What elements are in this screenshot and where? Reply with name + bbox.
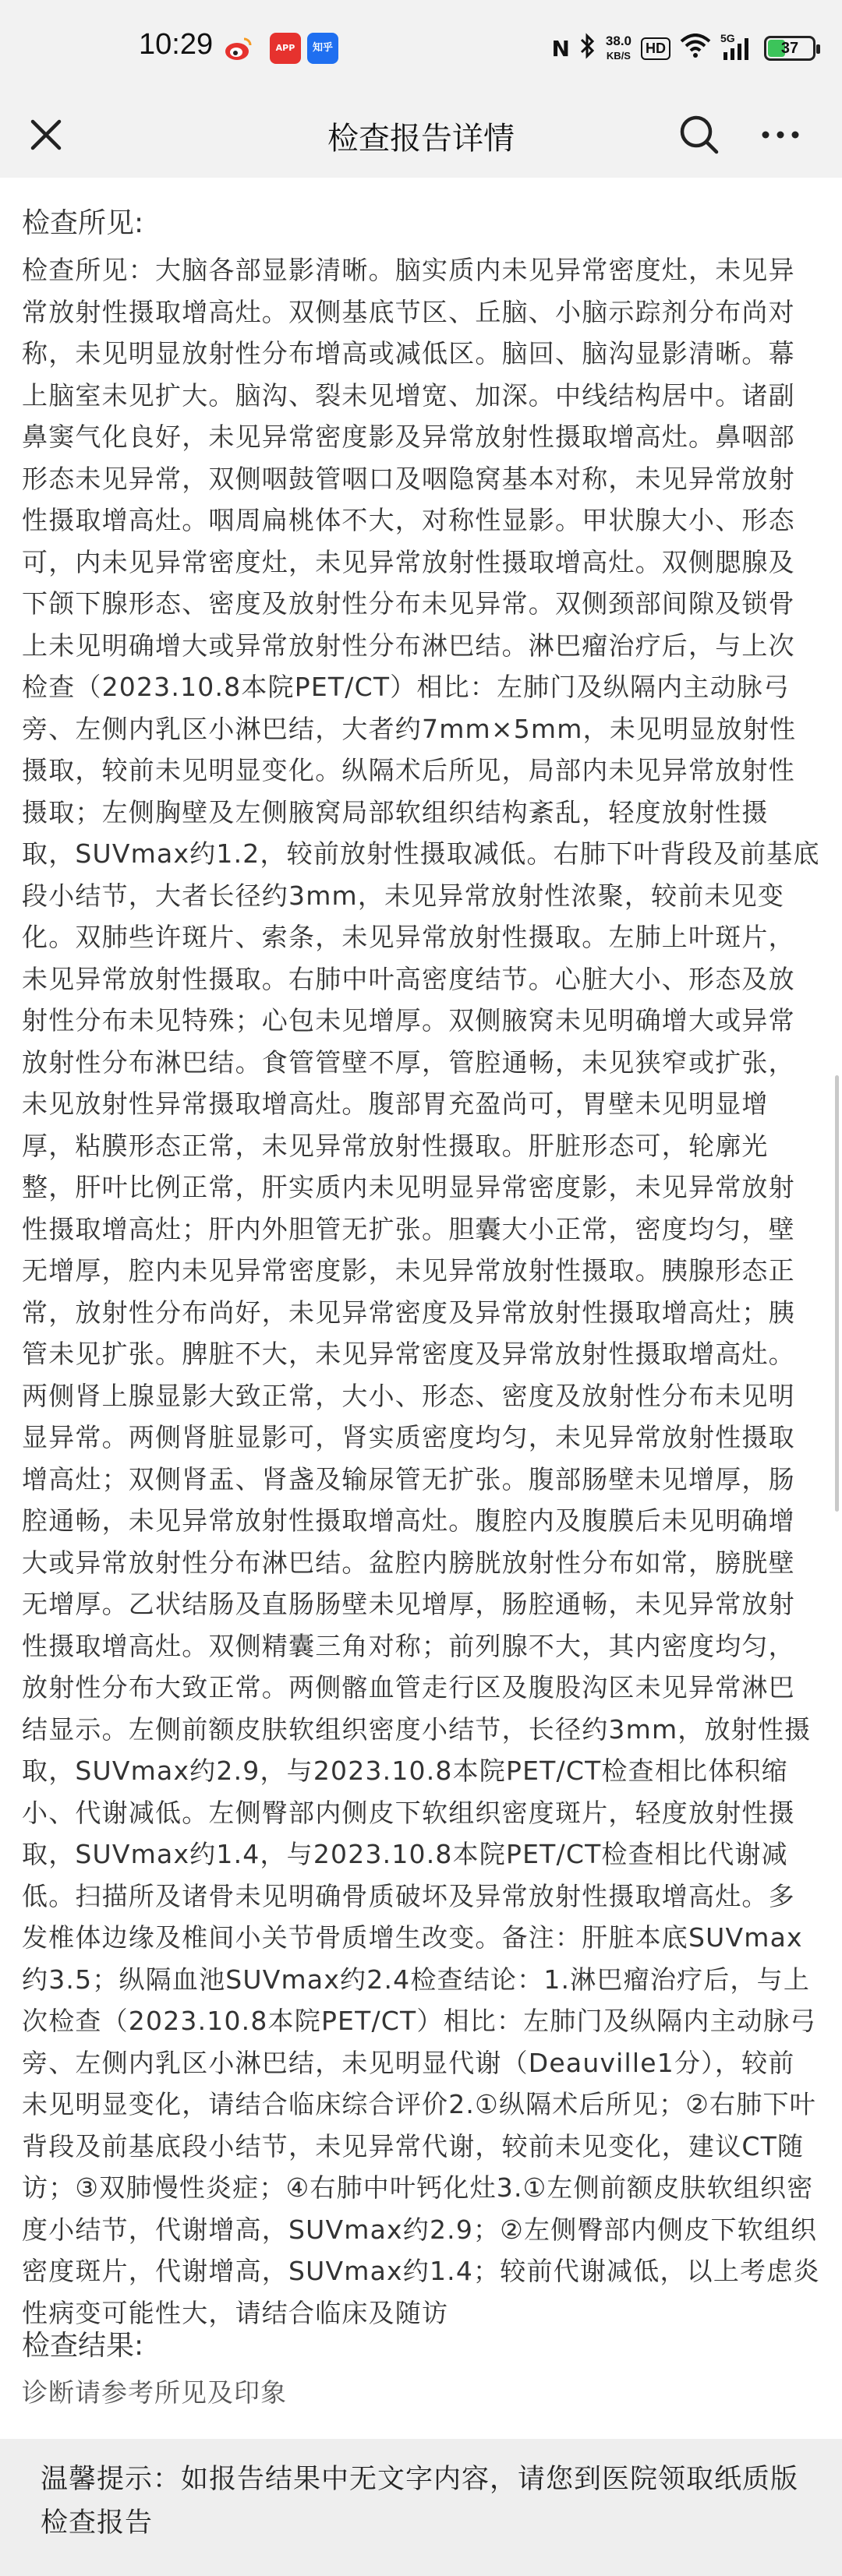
- findings-text: 检查所见：大脑各部显影清晰。脑实质内未见异常密度灶，未见异常放射性摄取增高灶。双侧基底节区、丘脑、小脑示踪剂分布尚对称，未见明显放射性分布增高或减低区。脑回、脑沟显影清晰。幕上脑室未见扩大。脑沟、裂未见增宽、加深。中线结构居中。诸副鼻窦气化良好，未见异常密度影及异常放射性摄取增高灶。鼻咽部形态未见异常，双侧咽鼓管咽口及咽隐窝基本对称，未见异常放射性摄取增高灶。咽周扁桃体不大，对称性显影。甲状腺大小、形态可，内未见异常密度灶，未见异常放射性摄取增高灶。双侧腮腺及下颌下腺形态、密度及放射性分布未见异常。双侧颈部间隙及锁骨上未见明确增大或异常放射性分布淋巴结。淋巴瘤治疗后，与上次检查（2023.10.8本院PET/CT）相比：左肺门及纵隔内主动脉弓旁、左侧内乳区小淋巴结，大者约7mm×5mm，未见明显放射性摄取，较前未见明显变化。纵隔术后所见，局部内未见异常放射性摄取；左侧胸壁及左侧腋窝局部软组织结构紊乱，轻度放射性摄取，SUVmax约1.2，较前放射性摄取减低。右肺下叶背段及前基底段小结节，大者长径约3mm，未见异常放射性浓聚，较前未见变化。双肺些许斑片、索条，未见异常放射性摄取。左肺上叶斑片，未见异常放射性摄取。右肺中叶高密度结节。心脏大小、形态及放射性分布未见特殊；心包未见增厚。双侧腋窝未见明确增大或异常放射性分布淋巴结。食管管壁不厚，管腔通畅，未见狭窄或扩张，未见放射性异常摄取增高灶。腹部胃充盈尚可，胃壁未见明显增厚，粘膜形态正常，未见异常放射性摄取。肝脏形态可，轮廓光整，肝叶比例正常，肝实质内未见明显异常密度影，未见异常放射性摄取增高灶；肝内外胆管无扩张。胆囊大小正常，密度均匀，壁无增厚，腔内未见异常密度影，未见异常放射性摄取。胰腺形态正常，放射性分布尚好，未见异常密度及异常放射性摄取增高灶；胰管未见扩张。脾脏不大，未见异常密度及异常放射性摄取增高灶。两侧肾上腺显影大致正常，大小、形态、密度及放射性分布未见明显异常。两侧肾脏显影可，肾实质密度均匀，未见异常放射性摄取增高灶；双侧肾盂、肾盏及输尿管无扩张。腹部肠壁未见增厚，肠腔通畅，未见异常放射性摄取增高灶。腹腔内及腹膜后未见明确增大或异常放射性分布淋巴结。盆腔内膀胱放射性分布如常，膀胱壁无增厚。乙状结肠及直肠肠壁未见增厚，肠腔通畅，未见异常放射性摄取增高灶。双侧精囊三角对称；前列腺不大，其内密度均匀，放射性分布大致正常。两侧髂血管走行区及腹股沟区未见异常淋巴结显示。左侧前额皮肤软组织密度小结节，长径约3mm，放射性摄取，SUVmax约2.9，与2023.10.8本院PET/CT检查相比体积缩小、代谢减低。左侧臀部内侧皮下软组织密度斑片，轻度放射性摄取，SUVmax约1.4，与2023.10.8本院PET/CT检查相比代谢减低。扫描所及诸骨未见明确骨质破坏及异常放射性摄取增高灶。多发椎体边缘及椎间小关节骨质增生改变。备注：肝脏本底SUVmax约3.5；纵隔血池SUVmax约2.4检查结论：1.淋巴瘤治疗后，与上次检查（2023.10.8本院PET/CT）相比：左肺门及纵隔内主动脉弓旁、左侧内乳区小淋巴结，未见明显代谢（Deauville1分），较前未见明显变化，请结合临床综合评价2.①纵隔术后所见；②右肺下叶背段及前基底段小结节，未见异常代谢，较前未见变化，建议CT随访；③双肺慢性炎症；④右肺中叶钙化灶3.①左侧前额皮肤软组织密度小结节，代谢增高，SUVmax约2.9；②左侧臀部内侧皮下软组织密度斑片，代谢增高，SUVmax约1.4；较前代谢减低，以上考虑炎性病变可能性大，请结合临床及随访: [22, 255, 820, 2328]
- nfc-icon: N: [551, 35, 570, 62]
- battery-icon: [764, 36, 815, 61]
- net-speed-value: 38.0: [605, 33, 632, 48]
- status-bar: [0, 0, 842, 92]
- more-icon: [756, 111, 805, 159]
- tip-box: [0, 2439, 842, 2576]
- system-icons: [551, 30, 815, 67]
- signal-icon: [720, 32, 755, 62]
- hd-badge: HD: [641, 37, 670, 60]
- findings-title: 检查所见:: [22, 207, 144, 239]
- result-title: 检查结果:: [22, 2330, 144, 2362]
- scrollbar[interactable]: [835, 1075, 839, 1512]
- page-title: 检查报告详情: [327, 121, 515, 157]
- tip-text: 温馨提示：如报告结果中无文字内容，请您到医院领取纸质版检查报告: [41, 2464, 799, 2539]
- nav-bar: [0, 92, 842, 178]
- battery-level: 37: [780, 40, 799, 57]
- net-speed: [606, 34, 632, 63]
- status-time: 10:29: [139, 28, 214, 61]
- search-button[interactable]: [675, 111, 723, 159]
- signal-label: 5G: [720, 32, 735, 44]
- search-icon: [675, 111, 723, 159]
- wifi-icon: [680, 34, 711, 64]
- more-button[interactable]: [756, 111, 805, 159]
- zhihu-icon: 知乎: [307, 33, 338, 64]
- result-text: 诊断请参考所见及印象: [22, 2377, 287, 2408]
- red-app-icon: APP: [270, 33, 301, 64]
- weibo-icon: [223, 33, 254, 64]
- bluetooth-icon: [579, 33, 596, 65]
- net-speed-unit: KB/S: [606, 49, 631, 62]
